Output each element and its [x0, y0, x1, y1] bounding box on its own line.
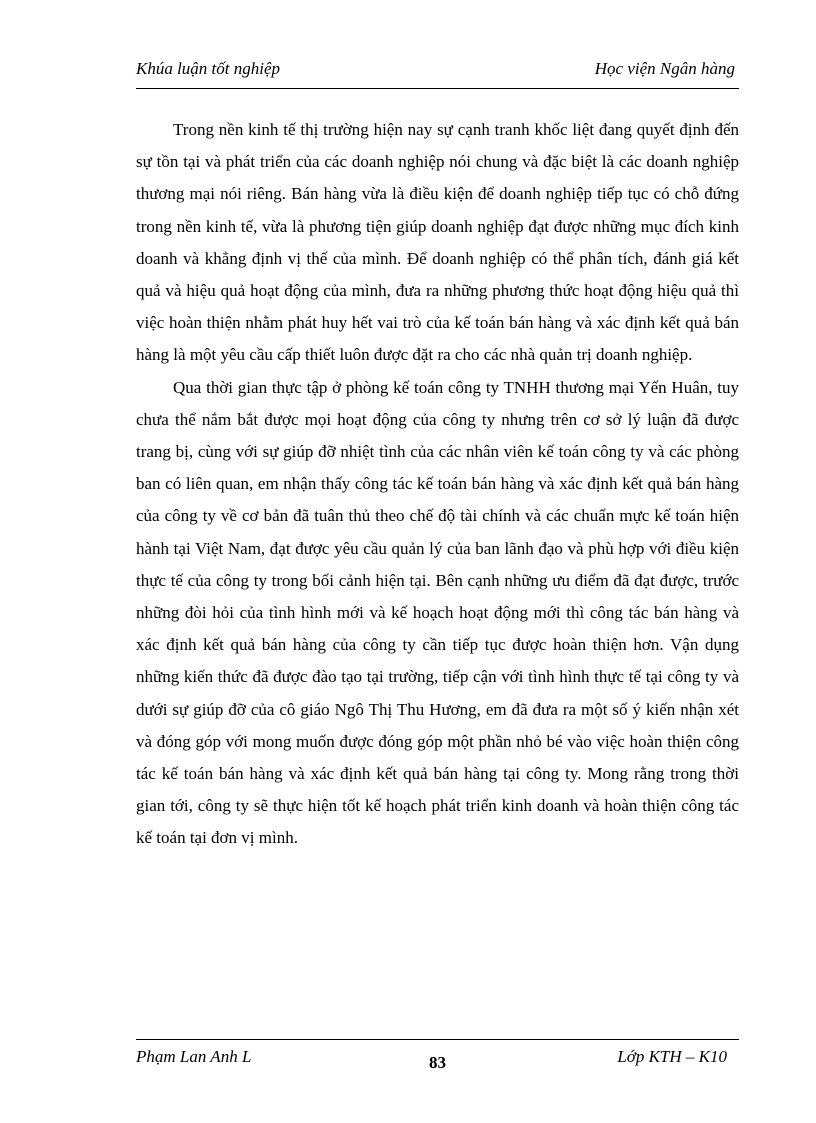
body-text — [136, 114, 739, 855]
page-header — [136, 56, 739, 89]
footer-class: Lớp KTH – K10 — [617, 1047, 727, 1066]
paragraph-1: Trong nền kinh tế thị trường hiện nay sự cạnh tranh khốc liệt đang quyết định đến sự tồn tại và phát triển của các doanh nghiệp nói chung và đặc biệt là các doanh nghiệp thương mại nói riêng. Bán hàng vừa là điều kiện để doanh nghiệp tiếp tục có chỗ đứng trong nền kinh tế, vừa là phương tiện giúp doanh nghiệp đạt được những mục đích kinh doanh và khẳng định vị thế của mình. Để doanh nghiệp có thể phân tích, đánh giá kết quả và hiệu quả hoạt động của mình, đưa ra những phương thức hoạt động hiệu quả thì việc hoàn thiện nhằm phát huy hết vai trò của kế toán bán hàng và xác định kết quả bán hàng là một yêu cầu cấp thiết luôn được đặt ra cho các nhà quản trị doanh nghiệp. — [136, 120, 739, 365]
header-thesis-title: Khúa luận tốt nghiệp — [136, 59, 281, 78]
paragraph-2: Qua thời gian thực tập ở phòng kế toán công ty TNHH thương mại Yến Huân, tuy chưa thể nắm bắt được mọi hoạt động của công ty nhưng trên cơ sở lý luận đã được trang bị, cùng với sự giúp đỡ nhiệt tình của các nhân viên kế toán công ty và các phòng ban có liên quan, em nhận thấy công tác kế toán bán hàng và xác định kết quả bán hàng của công ty về cơ bản đã tuân thủ theo chế độ tài chính và các chuẩn mực kế toán hiện hành tại Việt Nam, đạt được yêu cầu quản lý của ban lãnh đạo và phù hợp với điều kiện thực tế của công ty trong bối cảnh hiện tại. Bên cạnh những ưu điểm đã đạt được, trước những đòi hỏi của tình hình mới và kế hoạch hoạt động mới thì công tác bán hàng và xác định kết quả bán hàng của công ty cần tiếp tục được hoàn thiện hơn. Vận dụng những kiến thức đã được đào tạo tại trường, tiếp cận với tình hình thực tế tại công ty và dưới sự giúp đỡ của cô giáo Ngô Thị Thu Hương, em đã đưa ra một số ý kiến nhận xét và đóng góp với mong muốn được đóng góp một phần nhỏ bé vào việc hoàn thiện công tác kế toán bán hàng và xác định kết quả bán hàng tại công ty. Mong rằng trong thời gian tới, công ty sẽ thực hiện tốt kế hoạch phát triển kinh doanh và hoàn thiện công tác kế toán tại đơn vị mình. — [136, 377, 739, 848]
page-footer — [136, 1039, 739, 1080]
footer-author: Phạm Lan Anh L — [136, 1047, 252, 1066]
header-institution: Học viện Ngân hàng — [594, 59, 735, 78]
page-number: 83 — [429, 1053, 446, 1072]
